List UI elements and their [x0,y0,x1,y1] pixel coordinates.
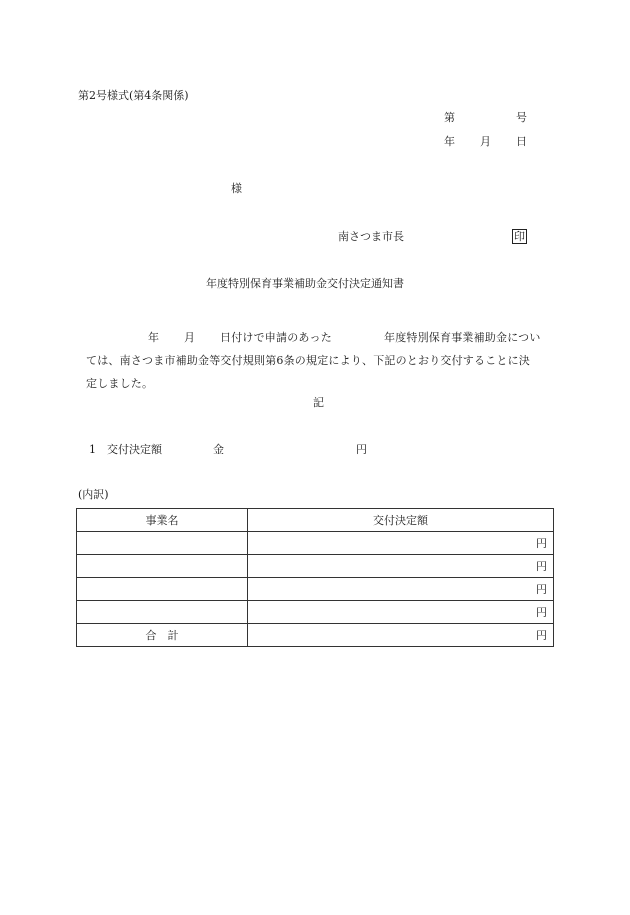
item1-yen: 円 [356,443,367,456]
table-row [77,555,554,578]
body-subject: 年度特別保育事業補助金につい [384,331,541,344]
doc-number-prefix: 第 [444,111,455,124]
table-row [77,601,554,624]
breakdown-caption: (内訳) [78,488,109,501]
table-total-row [77,624,554,647]
project-name-cell [77,578,248,601]
table-row [77,578,554,601]
body-date-text: 日付けで申請のあった [220,331,332,344]
body-year: 年 [148,331,160,344]
project-name-cell [77,532,248,555]
column-header-project: 事業名 [77,509,248,532]
body-paragraph [78,326,554,395]
ki-marker: 記 [313,396,324,409]
total-amount-cell: 円 [248,624,554,647]
amount-cell: 円 [248,601,554,624]
issuer-name: 南さつま市長 [338,230,404,243]
table-header-row [77,509,554,532]
body-line-3: 定しました。 [86,377,154,390]
date-month: 月 [480,135,491,148]
date-day: 日 [516,135,527,148]
project-name-cell [77,555,248,578]
seal-icon: 印 [514,230,525,243]
form-id: 第2号様式(第4条関係) [78,89,189,102]
item1-kin: 金 [213,443,224,456]
column-header-amount: 交付決定額 [248,509,554,532]
item1-label: 1 交付決定額 [89,443,162,456]
body-month: 月 [184,331,196,344]
document-title: 年度特別保育事業補助金交付決定通知書 [206,277,404,290]
recipient-honorific: 様 [231,182,242,195]
amount-cell: 円 [248,578,554,601]
project-name-cell [77,601,248,624]
doc-number-suffix: 号 [516,111,527,124]
seal-mark [512,229,527,244]
amount-cell: 円 [248,532,554,555]
total-label-cell: 合 計 [77,624,248,647]
date-year: 年 [444,135,455,148]
body-line-1 [78,326,554,349]
body-line-2: ては、南さつま市補助金等交付規則第6条の規定により、下記のとおり交付することに決 [86,354,530,367]
table-row [77,532,554,555]
amount-cell: 円 [248,555,554,578]
breakdown-table [76,508,554,647]
